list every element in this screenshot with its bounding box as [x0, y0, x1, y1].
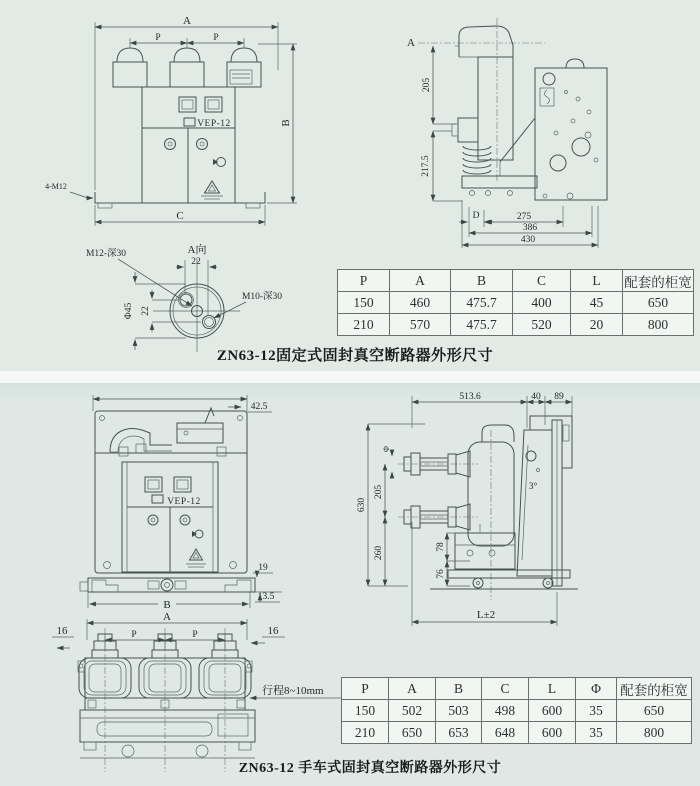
side-dimensions-left — [357, 424, 425, 586]
dim-40-label: 40 — [531, 392, 541, 402]
side-dimension-l — [412, 522, 557, 626]
dim-22v-label: 22 — [141, 306, 151, 316]
handcart-side-view — [357, 392, 578, 626]
col-header: Φ — [576, 678, 617, 700]
cell: 460 — [390, 292, 451, 314]
breaker-body — [95, 87, 265, 208]
m12-callout-label: M12-深30 — [85, 249, 127, 259]
fixed-type-caption: ZN63-12固定式固封真空断路器外形尺寸 — [216, 348, 494, 364]
dim-d-label: D — [472, 211, 480, 221]
col-header: C — [482, 678, 529, 700]
col-header: L — [529, 678, 576, 700]
handcart-plan-view — [52, 611, 345, 772]
dim-630-label: 630 — [357, 497, 367, 513]
stroke-label: 行程8~10mm — [262, 685, 324, 697]
cell: 648 — [482, 722, 529, 744]
cell: 520 — [513, 314, 571, 336]
dim-275-label: 275 — [516, 212, 532, 222]
cell: 502 — [389, 700, 436, 722]
side-bushings — [398, 451, 478, 530]
plan-frame-and-truck — [78, 658, 255, 758]
table-header-row — [342, 678, 692, 700]
cell: 600 — [529, 700, 576, 722]
view-direction-label: A — [407, 37, 415, 49]
m10-callout-label: M10-深30 — [241, 292, 283, 302]
handcart-type-dimension-table — [341, 677, 692, 744]
col-header: P — [338, 270, 390, 292]
fixed-side-view — [407, 18, 607, 248]
col-header: C — [513, 270, 571, 292]
table-header-row — [338, 270, 694, 292]
cell: 503 — [436, 700, 482, 722]
table-row — [338, 314, 694, 336]
dim-phi45-label: Φ45 — [124, 302, 134, 320]
handcart-front-view — [80, 395, 282, 611]
detail-view-title: A向 — [187, 244, 207, 256]
stroke-callout — [250, 683, 345, 698]
cell: 800 — [623, 314, 694, 336]
side-breaker-body — [468, 425, 514, 600]
bushing-left — [113, 48, 147, 87]
table-row — [342, 722, 692, 744]
cell: 400 — [513, 292, 571, 314]
dim-76-label: 76 — [436, 569, 446, 579]
fixed-type-dimension-table — [337, 269, 694, 336]
dim-p2-label: P — [213, 33, 219, 43]
col-header: B — [436, 678, 482, 700]
dim-b-label: B — [280, 119, 292, 127]
plan-dimensions — [52, 611, 285, 650]
dim-a-label: A — [183, 15, 191, 27]
fixed-frame — [500, 59, 607, 200]
dim-phi-label: Φ — [382, 446, 391, 452]
dim-p1-label: P — [155, 33, 161, 43]
col-header: A — [389, 678, 436, 700]
dim-c-label: C — [176, 210, 184, 222]
dim-16-right-label: 16 — [267, 625, 279, 637]
cell: 35 — [576, 700, 617, 722]
col-header: 配套的柜宽 — [623, 270, 694, 292]
dim-19-label: 19 — [258, 563, 268, 573]
fixed-side-dimensions — [421, 46, 598, 248]
handcart-body-panel — [122, 462, 218, 572]
bushing-right — [227, 48, 261, 87]
nameplate-text: VEP-12 — [167, 497, 201, 507]
dim-b-label: B — [163, 599, 171, 611]
dim-22h-label: 22 — [191, 257, 201, 267]
nameplate-text: VEP-12 — [197, 119, 231, 129]
dim-p2-label: P — [192, 630, 198, 640]
cell: 150 — [342, 700, 389, 722]
cell: 45 — [571, 292, 623, 314]
cell: 650 — [617, 700, 692, 722]
dim-p1-label: P — [131, 630, 137, 640]
dim-217-label: 217.5 — [421, 155, 431, 177]
key-arrow — [192, 531, 197, 537]
cell: 600 — [529, 722, 576, 744]
handcart-front-dimensions-bottom — [88, 563, 282, 611]
dim-89-label: 89 — [554, 392, 564, 402]
dim-260-label: 260 — [374, 545, 384, 561]
handcart-front-dimensions-top — [93, 395, 272, 412]
dim-430-label: 430 — [520, 235, 536, 245]
col-header: A — [390, 270, 451, 292]
fixed-front-view — [45, 15, 297, 226]
detail-view-a — [86, 242, 282, 352]
table-row — [342, 700, 692, 722]
cell: 800 — [617, 722, 692, 744]
dim-386-label: 386 — [522, 223, 538, 233]
col-header: P — [342, 678, 389, 700]
cell: 210 — [338, 314, 390, 336]
side-cradle-frame — [517, 416, 572, 586]
table-row — [338, 292, 694, 314]
dim-78-label: 78 — [436, 542, 446, 552]
col-header: L — [571, 270, 623, 292]
cell: 498 — [482, 700, 529, 722]
dim-205-label: 205 — [422, 77, 432, 93]
cell: 650 — [623, 292, 694, 314]
cell: 475.7 — [451, 292, 513, 314]
cell: 210 — [342, 722, 389, 744]
fixed-front-dimensions — [45, 15, 297, 226]
cell: 475.7 — [451, 314, 513, 336]
cell: 35 — [576, 722, 617, 744]
cell: 150 — [338, 292, 390, 314]
dim-42-5-label: 42.5 — [250, 402, 268, 412]
dim-16-left-label: 16 — [56, 625, 68, 637]
cell: 570 — [390, 314, 451, 336]
cell: 650 — [389, 722, 436, 744]
col-header: B — [451, 270, 513, 292]
dim-205-label: 205 — [374, 484, 384, 500]
cell: 653 — [436, 722, 482, 744]
handcart-frame — [95, 408, 247, 573]
dim-a-label: A — [163, 611, 171, 623]
dim-513-6-label: 513.6 — [459, 392, 481, 402]
bolt-callout-label: 4-M12 — [45, 182, 67, 191]
cell: 20 — [571, 314, 623, 336]
pole-assembly — [452, 26, 537, 196]
handcart-type-caption: ZN63-12 手车式固封真空断路器外形尺寸 — [238, 761, 502, 776]
dim-l-label: L±2 — [476, 609, 496, 621]
bushing-middle — [170, 48, 204, 87]
side-dimensions-top — [412, 392, 572, 428]
dim-13-5-label: 13.5 — [257, 592, 275, 602]
col-header: 配套的柜宽 — [617, 678, 692, 700]
handcart-bottom-rail — [80, 578, 255, 592]
side-chassis — [430, 524, 578, 589]
angle-label: 3° — [528, 482, 538, 492]
